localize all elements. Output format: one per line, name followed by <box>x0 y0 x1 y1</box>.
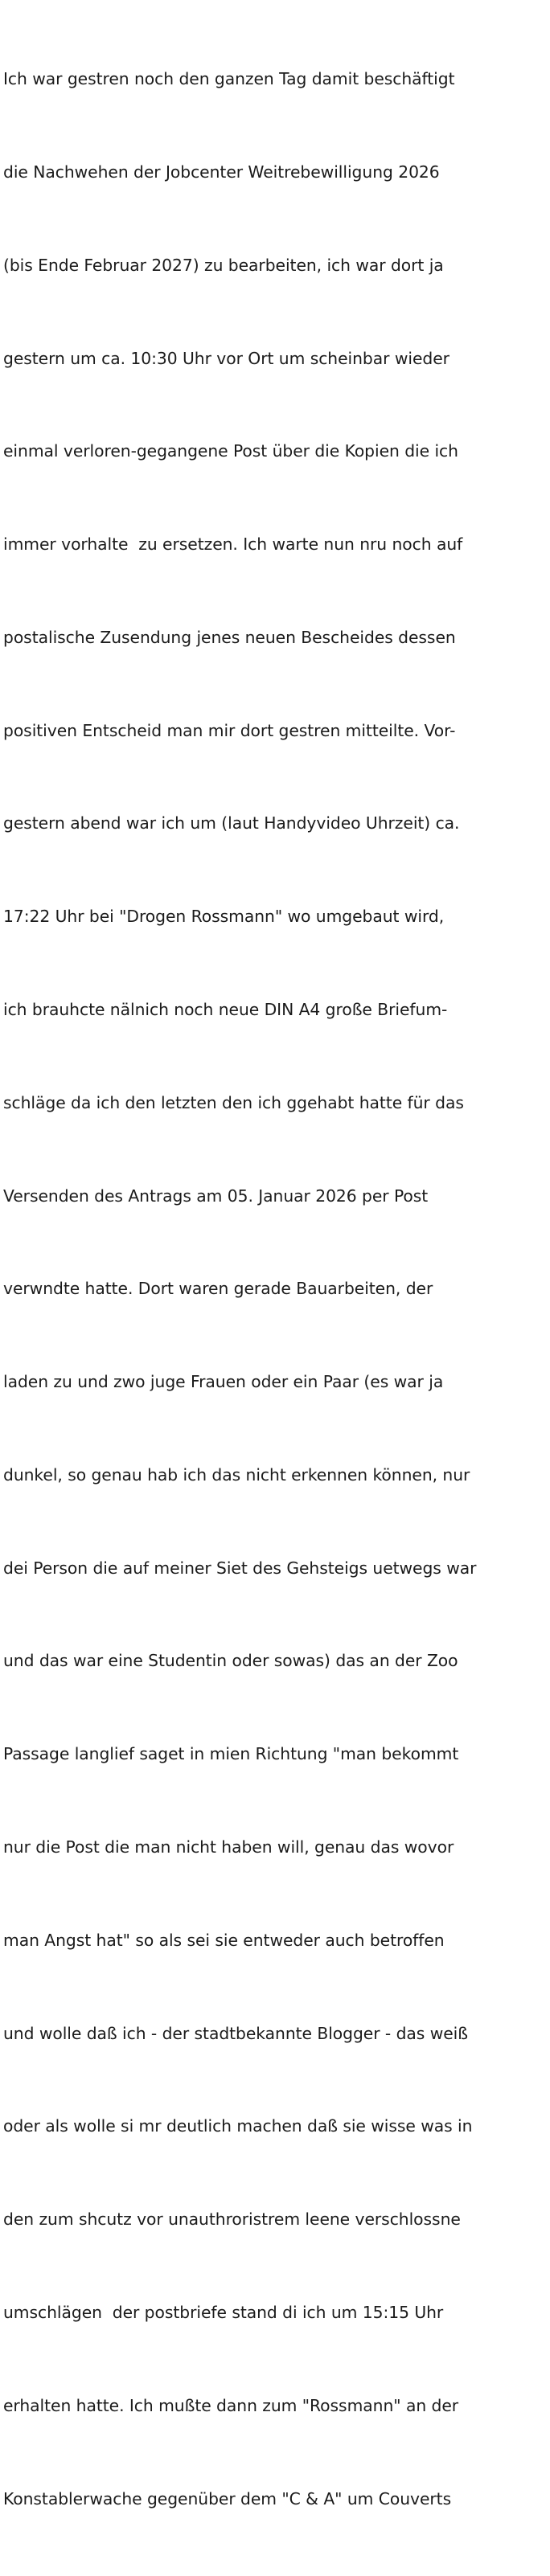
text-line: schläge da ich den letzten den ich ggehabt hatte für das <box>3 1092 464 1112</box>
text-line: (bis Ende Februar 2027) zu bearbeiten, ich war dort ja <box>3 255 444 275</box>
text-line: dei Person die auf meiner Siet des Gehsteigs uetwegs war <box>3 1558 477 1578</box>
text-line: gestern abend war ich um (laut Handyvideo Uhrzeit) ca. <box>3 813 460 833</box>
text-line: nur die Post die man nicht haben will, genau das wovor <box>3 1837 454 1857</box>
text-line: und wolle daß ich - der stadtbekannte Blogger - das weiß <box>3 2023 468 2043</box>
document-paragraph <box>3 2 547 2576</box>
text-line: Passage langlief saget in mien Richtung "man bekommt <box>3 1744 459 1764</box>
text-line: den zum shcutz vor unauthroristrem leene verschlossne <box>3 2209 461 2230</box>
text-line: einmal verloren-gegangene Post über die Kopien die ich <box>3 441 458 461</box>
text-line: die Nachwehen der Jobcenter Weitrebewilligung 2026 <box>3 162 440 182</box>
text-line: Versenden des Antrags am 05. Januar 2026 per Post <box>3 1186 429 1206</box>
text-line: gestern um ca. 10:30 Uhr vor Ort um scheinbar wieder <box>3 348 449 368</box>
text-line: dunkel, so genau hab ich das nicht erkennen können, nur <box>3 1464 470 1485</box>
text-line: Ich war gestren noch den ganzen Tag damit beschäftigt <box>3 69 455 89</box>
text-line: oder als wolle si mr deutlich machen daß sie wisse was in <box>3 2116 473 2136</box>
text-line: postalische Zusendung jenes neuen Bescheides dessen <box>3 627 456 647</box>
text-line: umschlägen der postbriefe stand di ich um 15:15 Uhr <box>3 2302 444 2322</box>
text-line: 17:22 Uhr bei "Drogen Rossmann" wo umgebaut wird, <box>3 907 445 927</box>
text-line: ich brauhcte nälnich noch neue DIN A4 große Briefum- <box>3 1000 448 1019</box>
text-line: immer vorhalte zu ersetzen. Ich warte nun nru noch auf <box>3 534 463 555</box>
text-line: man Angst hat" so als sei sie entweder auch betroffen <box>3 1930 445 1950</box>
text-line: Konstablerwache gegenüber dem "C & A" um Couverts <box>3 2488 452 2508</box>
text-line: verwndte hatte. Dort waren gerade Bauarbeiten, der <box>3 1279 433 1299</box>
text-line: erhalten hatte. Ich mußte dann zum "Rossmann" an der <box>3 2395 459 2415</box>
text-line: positiven Entscheid man mir dort gestren mitteilte. Vor- <box>3 720 456 740</box>
text-line: und das war eine Studentin oder sowas) das an der Zoo <box>3 1651 458 1671</box>
text-line: laden zu und zwo juge Frauen oder ein Paar (es war ja <box>3 1372 444 1392</box>
